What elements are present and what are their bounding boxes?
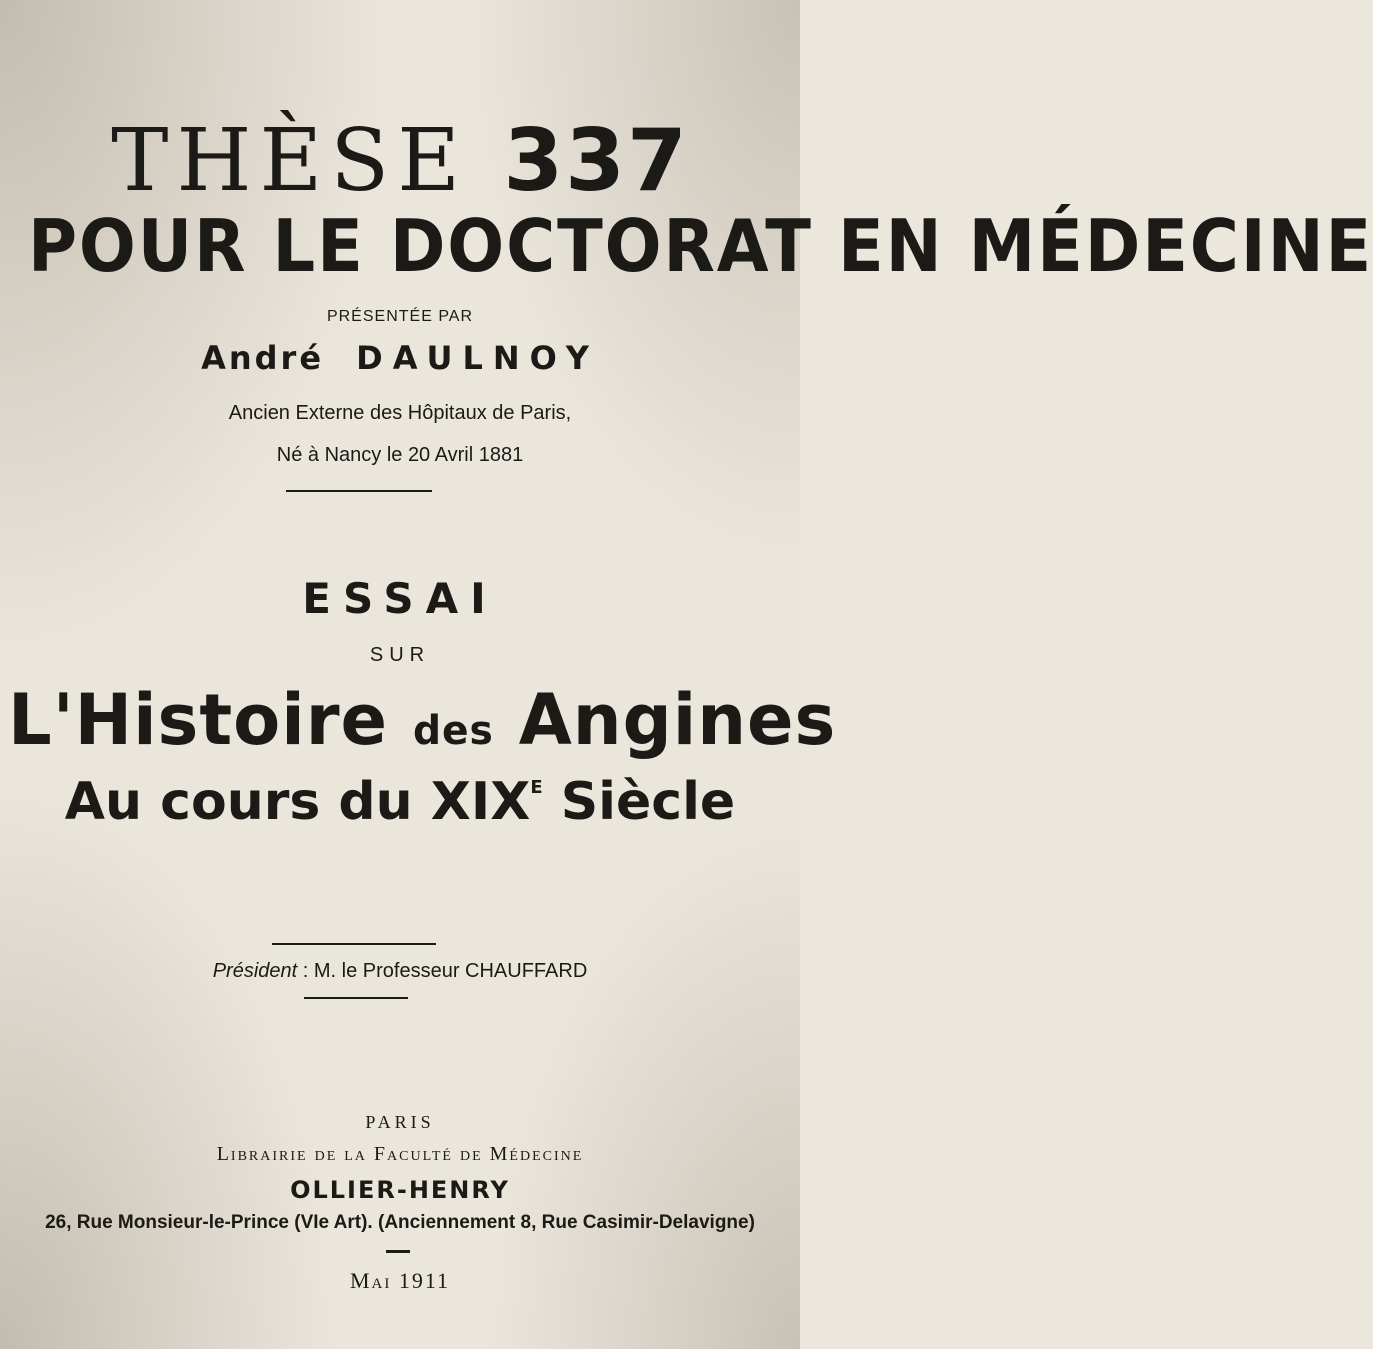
divider-3 xyxy=(304,997,408,999)
imprint-date: Mai 1911 xyxy=(349,1268,451,1293)
imprint-city: PARIS xyxy=(365,1112,435,1132)
president-role: Président xyxy=(212,960,298,982)
divider-1 xyxy=(286,490,432,492)
work-title-part1: L'Histoire xyxy=(8,679,389,761)
author-first-name: André xyxy=(201,339,325,377)
imprint-publisher: OLLIER-HENRY xyxy=(290,1176,510,1204)
sur-label: SUR xyxy=(369,644,431,666)
divider-4 xyxy=(386,1250,410,1253)
essai-heading: ESSAI xyxy=(302,574,498,623)
author-birth: Né à Nancy le 20 Avril 1881 xyxy=(276,444,524,466)
period-superscript: E xyxy=(530,777,543,798)
thesis-title-word: THÈSE xyxy=(111,111,468,211)
imprint-bookshop: Librairie de la Faculté de Médecine xyxy=(216,1143,584,1165)
period-suffix: Siècle xyxy=(560,772,736,832)
author-surname: DAULNOY xyxy=(356,339,599,377)
president-name: : M. le Professeur CHAUFFARD xyxy=(302,960,588,982)
presented-by: PRÉSENTÉE PAR xyxy=(326,308,474,325)
thesis-number: 337 xyxy=(503,111,689,211)
author-position: Ancien Externe des Hôpitaux de Paris, xyxy=(228,402,572,424)
period-prefix: Au cours du XIX xyxy=(64,772,531,832)
author-name xyxy=(0,339,800,377)
divider-2 xyxy=(272,943,436,945)
thesis-heading xyxy=(0,111,800,211)
work-title-des: des xyxy=(412,708,494,754)
work-period xyxy=(0,772,800,832)
imprint-address: 26, Rue Monsieur-le-Prince (VIe Art). (Anciennement 8, Rue Casimir-Delavigne) xyxy=(45,1212,755,1233)
thesis-subtitle: POUR LE DOCTORAT EN MÉDECINE xyxy=(28,204,1373,288)
work-title xyxy=(8,679,837,761)
work-title-part2: Angines xyxy=(518,679,837,761)
jury-president xyxy=(0,960,800,983)
